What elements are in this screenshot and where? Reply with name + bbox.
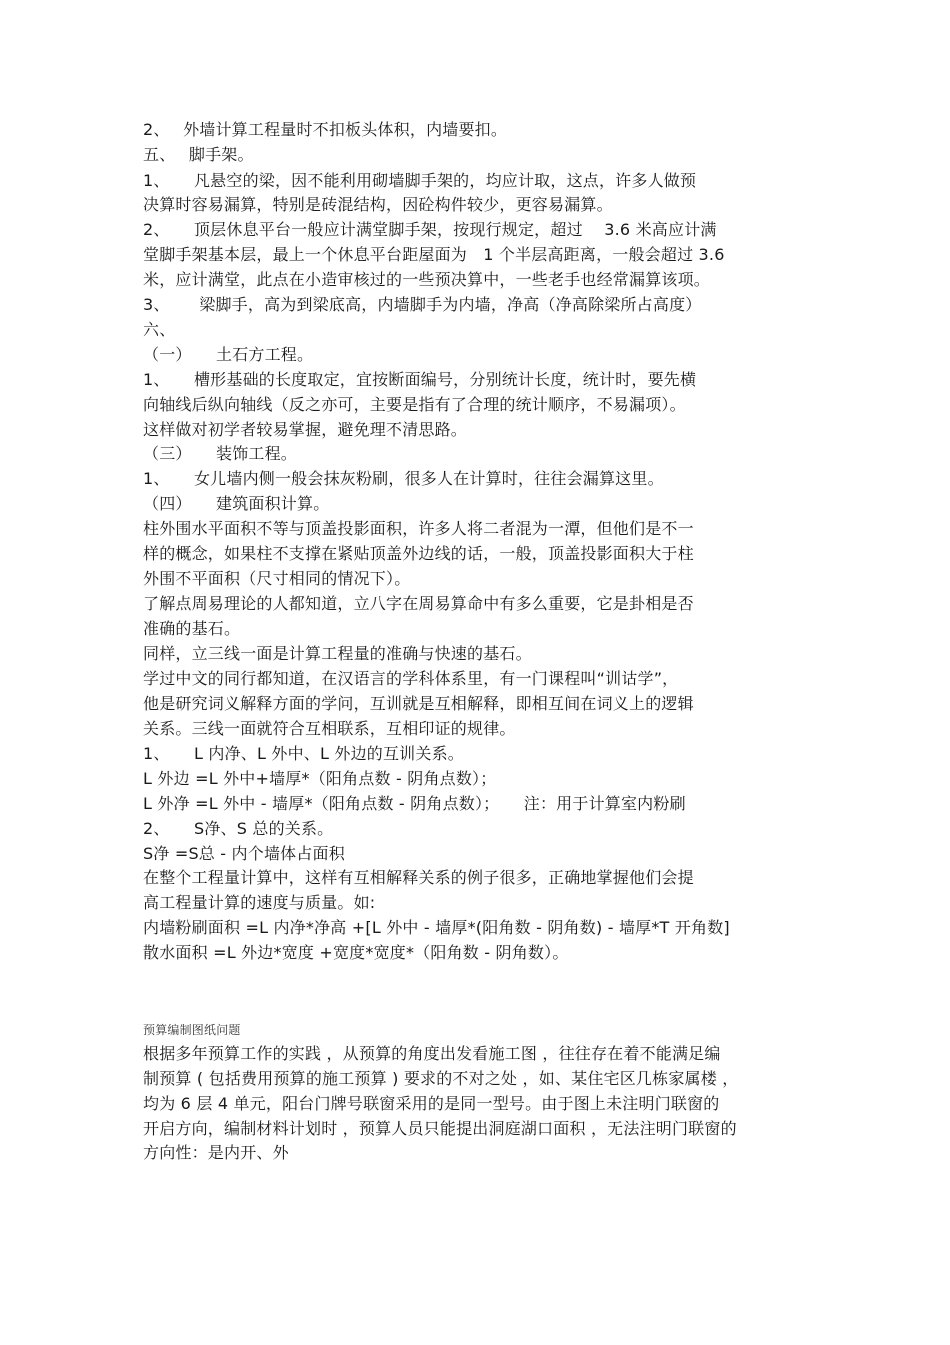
paragraph-line: 根据多年预算工作的实践 ，从预算的角度出发看施工图 ，往往存在着不能满足编 bbox=[143, 1044, 721, 1063]
text-line: 外围不平面积（尺寸相同的情况下）。 bbox=[143, 569, 411, 588]
text-line: L 外净 =L 外中 - 墙厚*（阳角点数 - 阴角点数）； 注：用于计算室内粉刷 bbox=[143, 794, 686, 813]
text-line: 高工程量计算的速度与质量。如: bbox=[143, 893, 376, 912]
text-line: 关系。三线一面就符合互相联系，互相印证的规律。 bbox=[143, 719, 516, 738]
paragraph-line: 开启方向，编制材料计划时 ，预算人员只能提出洞庭湖口面积 ，无法注明门联窗的 bbox=[143, 1119, 737, 1138]
text-line: 1、 槽形基础的长度取定，宜按断面编号，分别统计长度，统计时，要先横 bbox=[143, 370, 697, 389]
text-line: 3、 梁脚手，高为到梁底高，内墙脚手为内墙，净高（净高除梁所占高度） bbox=[143, 295, 702, 314]
text-line: 学过中文的同行都知道，在汉语言的学科体系里，有一门课程叫“训诂学”， bbox=[143, 669, 679, 688]
text-line: （四） 建筑面积计算。 bbox=[143, 494, 330, 513]
text-line: 准确的基石。 bbox=[143, 619, 241, 638]
paragraph-line: 制预算 ( 包括费用预算的施工预算 ) 要求的不对之处 ，如、某住宅区几栋家属楼 ， bbox=[143, 1069, 739, 1088]
text-line: 1、 女儿墙内侧一般会抹灰粉刷，很多人在计算时，往往会漏算这里。 bbox=[143, 469, 664, 488]
text-line: 内墙粉刷面积 =L 内净*净高 +[L 外中 - 墙厚*(阳角数 - 阴角数) - 墙厚*T 开角数] bbox=[143, 918, 730, 937]
text-line: （一） 土石方工程。 bbox=[143, 345, 314, 364]
text-line: 2、 S净、S 总的关系。 bbox=[143, 819, 334, 838]
text-line: 米，应计满堂，此点在小造审核过的一些预决算中，一些老手也经常漏算该项。 bbox=[143, 270, 711, 289]
text-line: 了解点周易理论的人都知道，立八字在周易算命中有多么重要，它是卦相是否 bbox=[143, 594, 694, 613]
text-line: 同样，立三线一面是计算工程量的准确与快速的基石。 bbox=[143, 644, 532, 663]
text-line: 五、 脚手架。 bbox=[143, 145, 254, 164]
paragraph-line: 方向性：是内开、外 bbox=[143, 1143, 289, 1162]
text-line: L 外边 =L 外中+墙厚*（阳角点数 - 阴角点数）； bbox=[143, 769, 497, 788]
text-line: 柱外围水平面积不等与顶盖投影面积，许多人将二者混为一潭，但他们是不一 bbox=[143, 519, 694, 538]
text-line: 1、 凡悬空的梁，因不能利用砌墙脚手架的，均应计取，这点，许多人做预 bbox=[143, 171, 697, 190]
text-line: （三） 装饰工程。 bbox=[143, 444, 298, 463]
text-line: 样的概念，如果柱不支撑在紧贴顶盖外边线的话，一般，顶盖投影面积大于柱 bbox=[143, 544, 694, 563]
paragraph-line: 均为 6 层 4 单元，阳台门牌号联窗采用的是同一型号。由于图上未注明门联窗的 bbox=[143, 1094, 720, 1113]
text-line: 散水面积 =L 外边*宽度 +宽度*宽度*（阳角数 - 阴角数）。 bbox=[143, 943, 569, 962]
text-line: 决算时容易漏算，特别是砖混结构，因砼构件较少，更容易漏算。 bbox=[143, 195, 613, 214]
text-line: 向轴线后纵向轴线（反之亦可，主要是指有了合理的统计顺序，不易漏项）。 bbox=[143, 395, 686, 414]
text-line: 堂脚手架基本层，最上一个休息平台距屋面为 1 个半层高距离，一般会超过 3.6 bbox=[143, 245, 725, 264]
text-line: 这样做对初学者较易掌握，避免理不清思路。 bbox=[143, 420, 468, 439]
text-line: 在整个工程量计算中，这样有互相解释关系的例子很多，正确地掌握他们会提 bbox=[143, 868, 694, 887]
text-line: 他是研究词义解释方面的学问，互训就是互相解释，即相互间在词义上的逻辑 bbox=[143, 694, 694, 713]
text-line: S净 =S总 - 内个墙体占面积 bbox=[143, 844, 345, 863]
text-line: 六、 bbox=[143, 320, 176, 339]
section-title: 预算编制图纸问题 bbox=[143, 1023, 241, 1037]
text-line: 1、 L 内净、L 外中、L 外边的互训关系。 bbox=[143, 744, 464, 763]
text-line: 2、 顶层休息平台一般应计满堂脚手架，按现行规定，超过 3.6 米高应计满 bbox=[143, 220, 717, 239]
text-line: 2、 外墙计算工程量时不扣板头体积，内墙要扣。 bbox=[143, 120, 508, 139]
